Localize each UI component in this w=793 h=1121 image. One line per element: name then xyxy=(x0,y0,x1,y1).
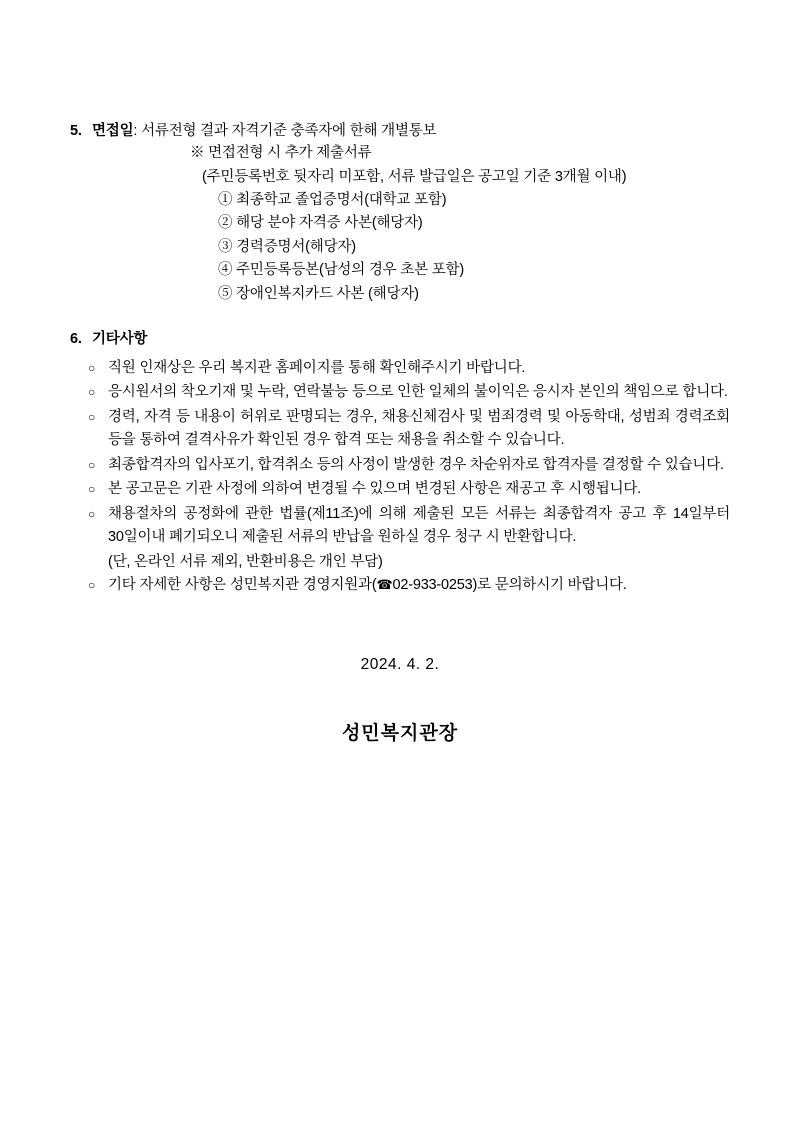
list-item xyxy=(88,406,730,453)
list-item xyxy=(88,574,730,597)
section-5-item: ③ 경력증명서(해당자) xyxy=(218,238,356,255)
circle-bullet-icon: ○ xyxy=(88,482,96,497)
circle-bullet-icon: ○ xyxy=(88,578,96,593)
list-item-text xyxy=(108,574,730,597)
circle-bullet-icon: ○ xyxy=(88,457,96,472)
circle-bullet-icon: ○ xyxy=(88,360,96,375)
contact-text-post: 02-933-0253)로 문의하시기 바랍니다. xyxy=(392,577,627,594)
list-item-text: 최종합격자의 입사포기, 합격취소 등의 사정이 발생한 경우 차순위자로 합격자를 결정할 수 있습니다. xyxy=(108,456,724,473)
telephone-icon: ☎ xyxy=(376,577,393,593)
document-content xyxy=(70,120,730,745)
list-item-text: 채용절차의 공정화에 관한 법률(제11조)에 의해 제출된 모든 서류는 최종합격자 공고 후 14일부터 30일이내 폐기되오니 제출된 서류의 반납을 원하실 경우 청구 시 반환합니다. xyxy=(108,505,730,546)
list-item-text: 경력, 자격 등 내용이 허위로 판명되는 경우, 채용신체검사 및 범죄경력 및 아동학대, 성범죄 경력조회 등을 통하여 결격사유가 확인된 경우 합격 또는 채용을 취소할 수 있습니다. xyxy=(108,408,730,449)
list-item-text: 응시원서의 착오기재 및 누락, 연락불능 등으로 인한 일체의 불이익은 응시자 본인의 책임으로 합니다. xyxy=(108,384,728,401)
section-5-number: 5. xyxy=(70,123,82,139)
list-item xyxy=(88,478,730,501)
section-6-number: 6. xyxy=(70,331,82,348)
circle-bullet-icon: ○ xyxy=(88,506,96,521)
section-5-note: ※ 면접전형 시 추가 제출서류 xyxy=(190,145,372,162)
section-5-item: ④ 주민등록등본(남성의 경우 초본 포함) xyxy=(218,262,464,279)
section-5-item: ⑤ 장애인복지카드 사본 (해당자) xyxy=(218,285,419,302)
document-signature: 성민복지관장 xyxy=(341,722,459,744)
list-item xyxy=(88,454,730,477)
section-5-title: 면접일 xyxy=(92,123,134,139)
contact-text-pre: 기타 자세한 사항은 성민복지관 경영지원과( xyxy=(108,577,377,594)
list-item-text: 직원 인재상은 우리 복지관 홈페이지를 통해 확인해주시기 바랍니다. xyxy=(108,359,526,376)
list-item-text: 본 공고문은 기관 사정에 의하여 변경될 수 있으며 변경된 사항은 재공고 후 시행됩니다. xyxy=(108,481,642,498)
section-6-title: 기타사항 xyxy=(92,331,148,348)
section-5-title-rest: : 서류전형 결과 자격기준 충족자에 한해 개별통보 xyxy=(133,123,437,139)
list-item xyxy=(88,503,730,550)
list-item xyxy=(88,357,730,380)
refund-exception-note: (단, 온라인 서류 제외, 반환비용은 개인 부담) xyxy=(108,553,383,570)
document-date: 2024. 4. 2. xyxy=(360,655,440,673)
section-5-heading xyxy=(70,120,730,142)
circle-bullet-icon: ○ xyxy=(88,409,96,424)
section-5-subnote: (주민등록번호 뒷자리 미포함, 서류 발급일은 공고일 기준 3개월 이내) xyxy=(202,168,627,185)
list-item xyxy=(88,381,730,404)
section-5-item: ② 해당 분야 자격증 사본(해당자) xyxy=(218,215,423,232)
section-6-heading xyxy=(70,328,730,350)
section-6-bullet-list xyxy=(70,357,730,598)
circle-bullet-icon: ○ xyxy=(88,385,96,400)
section-5-item: ① 최종학교 졸업증명서(대학교 포함) xyxy=(218,191,447,208)
section-6 xyxy=(70,328,730,597)
